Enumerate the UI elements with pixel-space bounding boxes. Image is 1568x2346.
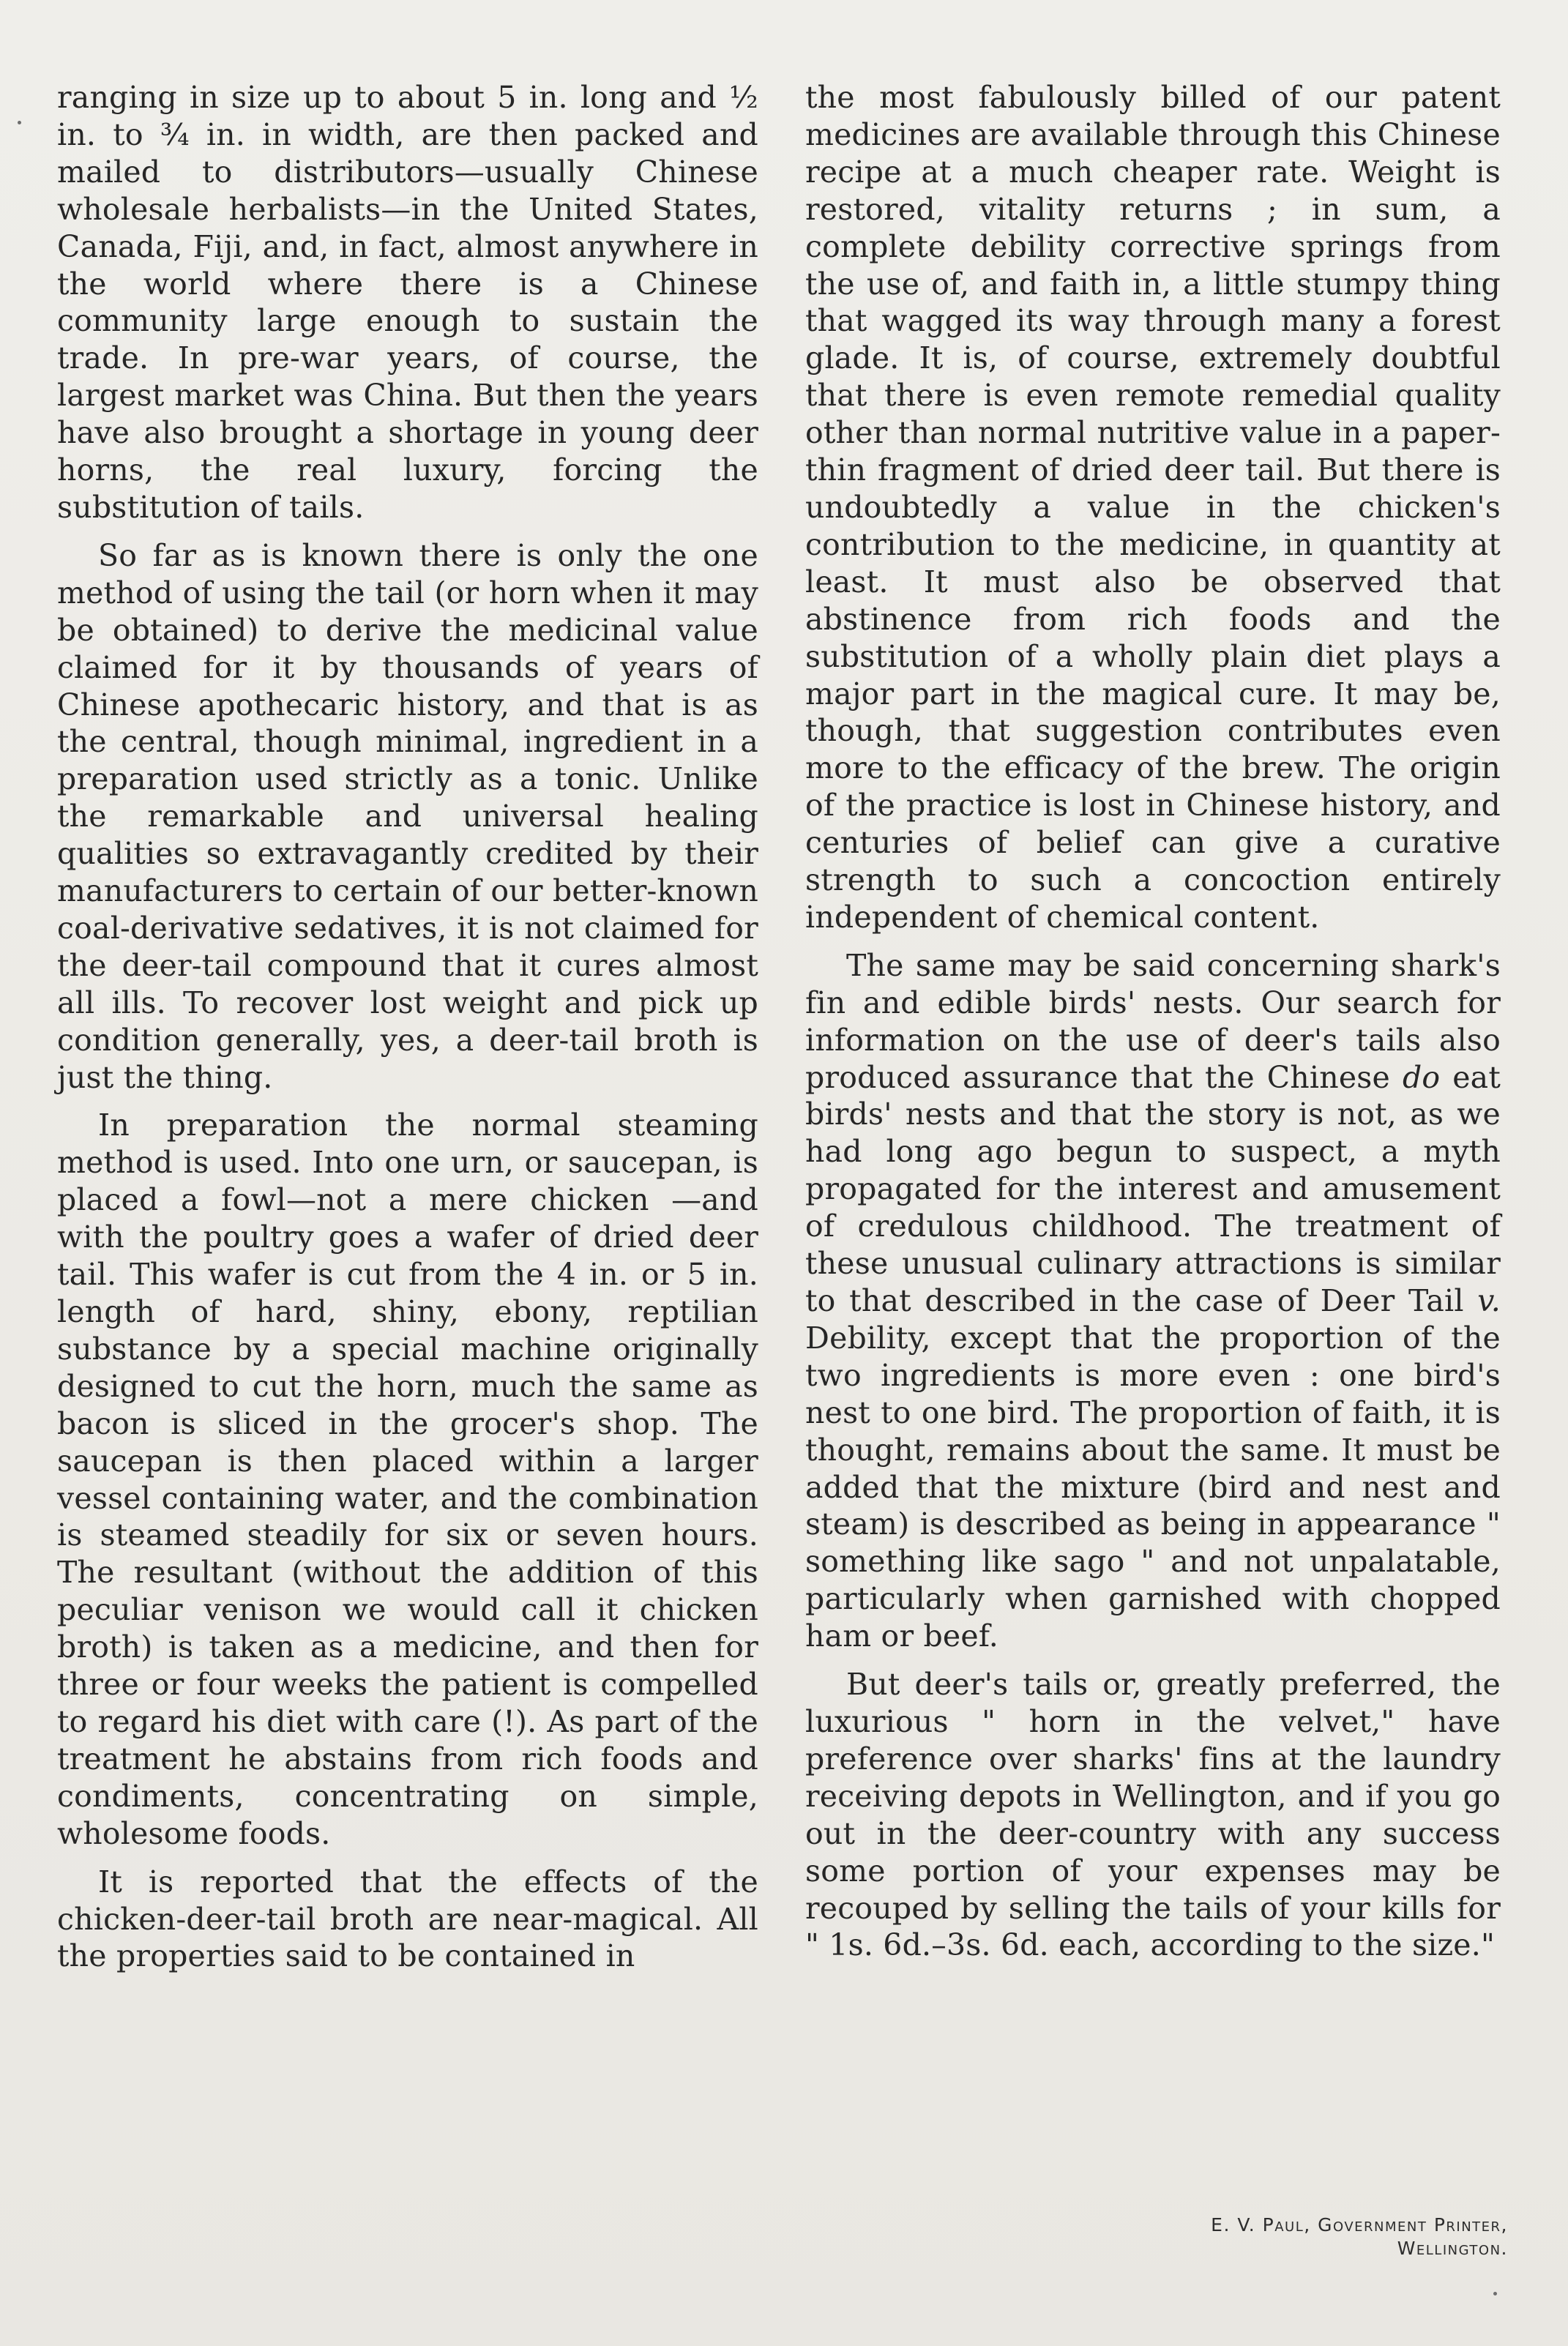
paper-speck xyxy=(18,121,21,124)
right-column xyxy=(805,79,1501,1964)
left-column xyxy=(57,79,758,1975)
left-paragraph-1: ranging in size up to about 5 in. long and ½ in. to ¾ in. in width, are then packed and mailed to distributors—usually Chinese wholesale herbalists—in the United States, Canada, Fiji, and, in fact, almost anywhere in the world where there is a Chinese community large enough to sustain the trade. In pre-war years, of course, the largest market was China. But then the years have also brought a shortage in young deer horns, the real luxury, forcing the substitution of tails. xyxy=(57,80,758,525)
emphasis-versus: v. xyxy=(1477,1283,1501,1318)
imprint-line-2: Wellington. xyxy=(1397,2238,1508,2259)
right-paragraph-2-part-c: Debility, except that the proportion of the two ingredients is more even : one bird's nest to one bird. The proportion of faith, it is thought, remains about the same. It must be added that the mixture (bird and nest and steam) is described as being in appearance " something like sago " and not unpalatable, particularly when garnished with chopped ham or beef. xyxy=(805,1320,1501,1654)
left-paragraph-2: So far as is known there is only the one method of using the tail (or horn when it may be obtained) to derive the medicinal value claimed for it by thousands of years of Chinese apothecaric history, and that is as the central, though minimal, ingredient in a preparation used strictly as a tonic. Unlike the remarkable and universal healing qualities so extravagantly credited by their manufacturers to certain of our better-known coal-derivative sedatives, it is not claimed for the deer-tail compound that it cures almost all ills. To recover lost weight and pick up condition generally, yes, a deer-tail broth is just the thing. xyxy=(57,537,758,1095)
left-paragraph-3: In preparation the normal steaming method is used. Into one urn, or saucepan, is placed a fowl—not a mere chicken —and with the poultry goes a wafer of dried deer tail. This wafer is cut from the 4 in. or 5 in. length of hard, shiny, ebony, reptilian substance by a special machine originally designed to cut the horn, much the same as bacon is sliced in the grocer's shop. The saucepan is then placed within a larger vessel containing water, and the combination is steamed steadily for six or seven hours. The resultant (without the addition of this peculiar venison we would call it chicken broth) is taken as a medicine, and then for three or four weeks the patient is compelled to regard his diet with care (!). As part of the treatment he abstains from rich foods and condiments, concentrating on simple, wholesome foods. xyxy=(57,1107,758,1851)
imprint-line-1: E. V. Paul, Government Printer, xyxy=(1211,2214,1508,2235)
printer-imprint xyxy=(952,2214,1508,2260)
right-paragraph-3: But deer's tails or, greatly preferred, the luxurious " horn in the velvet," have preference over sharks' fins at the laundry receiving depots in Wellington, and if you go out in the deer-country with any success some portion of your expenses may be recouped by selling the tails of your kills for " 1s. 6d.–3s. 6d. each, according to the size." xyxy=(805,1667,1501,1963)
right-paragraph-2 xyxy=(805,947,1501,1655)
paper-speck xyxy=(1493,2292,1497,2295)
right-paragraph-2-part-a: The same may be said concerning shark's fin and edible birds' nests. Our search for information on the use of deer's tails also produced assurance that the Chinese xyxy=(805,947,1501,1095)
emphasis-do: do xyxy=(1402,1059,1441,1095)
right-paragraph-2-part-b: eat birds' nests and that the story is not, as we had long ago begun to suspect, a myth propagated for the interest and amusement of credulous childhood. The treatment of these unusual culinary attractions is similar to that described in the case of Deer Tail xyxy=(805,1059,1501,1318)
right-paragraph-1: the most fabulously billed of our patent medicines are available through this Chinese recipe at a much cheaper rate. Weight is restored, vitality returns ; in sum, a complete debility corrective springs from the use of, and faith in, a little stumpy thing that wagged its way through many a forest glade. It is, of course, extremely doubtful that there is even remote remedial quality other than normal nutritive value in a paper-thin fragment of dried deer tail. But there is undoubtedly a value in the chicken's contribution to the medicine, in quantity at least. It must also be observed that abstinence from rich foods and the substitution of a wholly plain diet plays a major part in the magical cure. It may be, though, that suggestion contributes even more to the efficacy of the brew. The origin of the practice is lost in Chinese history, and centuries of belief can give a curative strength to such a concoction entirely independent of chemical content. xyxy=(805,80,1501,935)
left-paragraph-4: It is reported that the effects of the chicken-deer-tail broth are near-magical. All the properties said to be contained in xyxy=(57,1864,758,1974)
